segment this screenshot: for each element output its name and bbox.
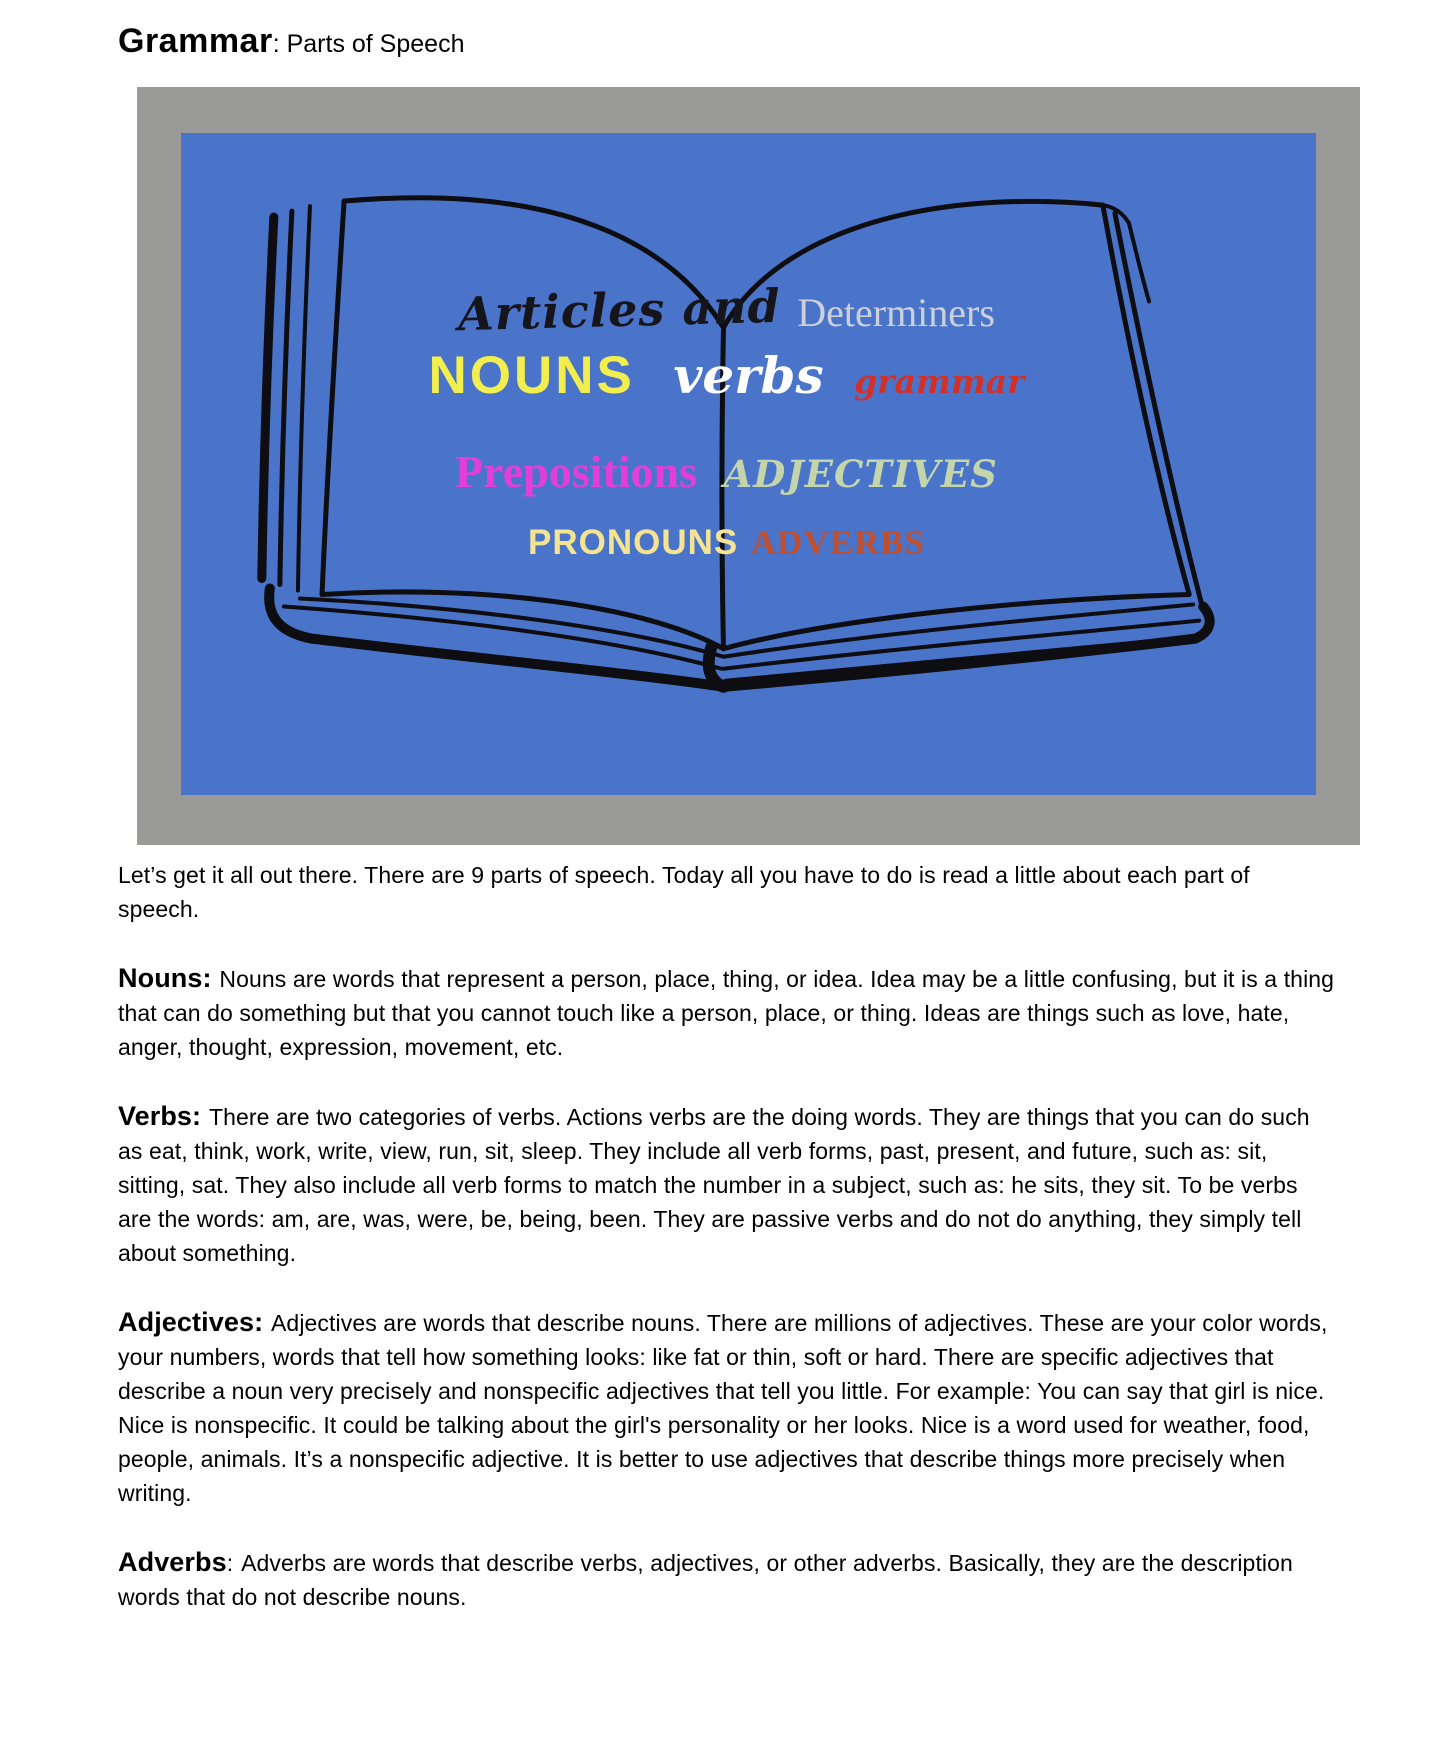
word-pronouns: PRONOUNS [528, 523, 739, 562]
section-verbs [118, 1099, 1336, 1270]
page-title-rest: : Parts of Speech [272, 30, 465, 58]
word-row-3 [181, 445, 1294, 498]
parts-of-speech-illustration [137, 87, 1360, 845]
section-verbs-body: There are two categories of verbs. Actions verbs are the doing words. They are things that you can do such as eat, think, work, write, view, run, sit, sleep. They include all verb forms, past, present, and future, such as: sit, sitting, sat. They also include all verb forms to match the number in a subject, such as: he sits, they sit. To be verbs are the words: am, are, was, were, be, being, been. They are passive verbs and do not do anything, they simply tell about something. [118, 1104, 1310, 1266]
word-determiners: Determiners [797, 290, 995, 335]
section-verbs-heading: Verbs: [118, 1101, 202, 1131]
word-row-1 [181, 278, 1294, 342]
word-adjectives: ADJECTIVES [723, 452, 998, 496]
section-nouns [118, 961, 1336, 1064]
section-adjectives [118, 1305, 1336, 1510]
section-adverbs [118, 1545, 1336, 1614]
page-title [118, 22, 464, 61]
section-adverbs-heading: Adverbs: [118, 1547, 234, 1577]
word-row-2 [181, 345, 1294, 406]
section-adjectives-body: Adjectives are words that describe nouns. There are millions of adjectives. These are your color words, your numbers, words that tell how something looks: like fat or thin, soft or hard. There are specific adjectives that describe a noun very precisely and nonspecific adjectives that tell you little. For example: You can say that girl is nice. Nice is nonspecific. It could be talking about the girl's personality or her looks. Nice is a word used for weather, food, people, animals. It’s a nonspecific adjective. It is better to use adjectives that describe things more precisely when writing. [118, 1310, 1328, 1506]
word-grammar: grammar [854, 362, 1025, 401]
word-articles-and: Articles and [457, 278, 782, 342]
body-text [118, 858, 1336, 1614]
section-adverbs-body: Adverbs are words that describe verbs, adjectives, or other adverbs. Basically, they are the description words that do not describe nouns. [118, 1550, 1293, 1610]
section-nouns-body: Nouns are words that represent a person, place, thing, or idea. Idea may be a little confusing, but it is a thing that can do something but that you cannot touch like a person, place, or thing. Ideas are things such as love, hate, anger, thought, expression, movement, etc. [118, 966, 1335, 1060]
page-title-bold: Grammar [118, 22, 273, 60]
word-prepositions: Prepositions [455, 446, 698, 497]
word-row-4 [181, 523, 1294, 563]
section-nouns-heading: Nouns: [118, 963, 212, 993]
word-verbs: verbs [673, 346, 824, 405]
section-adjectives-heading: Adjectives: [118, 1307, 264, 1337]
illustration-canvas [181, 133, 1316, 795]
word-adverbs: ADVERBS [750, 523, 925, 562]
intro-paragraph: Let’s get it all out there. There are 9 parts of speech. Today all you have to do is read a little about each part of speech. [118, 862, 1250, 922]
word-nouns: NOUNS [428, 346, 635, 405]
